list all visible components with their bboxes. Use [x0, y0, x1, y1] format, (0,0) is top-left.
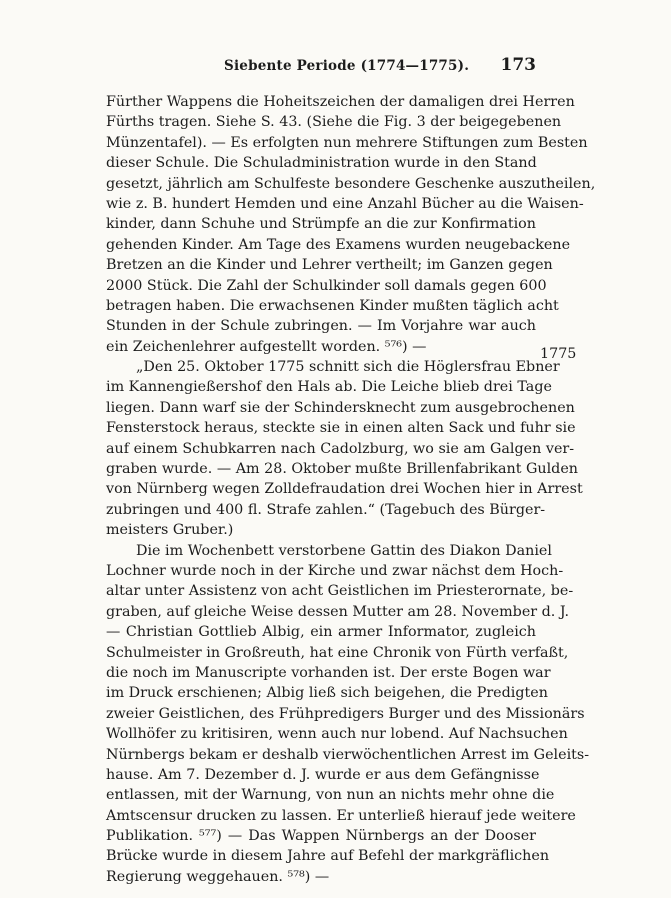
text-line: graben wurde. — Am 28. Oktober mußte Brillenfabrikant Gulden: [106, 461, 579, 478]
text-line: Amtscensur drucken zu lassen. Er unterließ hierauf jede weitere: [106, 807, 576, 824]
paragraph: [106, 357, 583, 541]
text-line: im Kannengießershof den Hals ab. Die Leiche blieb drei Tage: [106, 379, 552, 396]
text-line: von Nürnberg wegen Zolldefraudation drei Wochen hier in Arrest: [106, 481, 583, 498]
text-line: auf einem Schubkarren nach Cadolzburg, wo sie am Galgen ver-: [106, 440, 575, 457]
text-line: zweier Geistlichen, des Frühpredigers Burger und des Missionärs: [106, 705, 585, 722]
text-line: Die im Wochenbett verstorbene Gattin des Diakon Daniel: [136, 542, 552, 559]
text-line: Stunden in der Schule zubringen. — Im Vorjahre war auch: [106, 318, 536, 335]
text-line: liegen. Dann warf sie der Schinderskneсht zum ausgebrochenen: [106, 399, 575, 416]
text-line: Fürths tragen. Siehe S. 43. (Siehe die Fig. 3 der beigegebenen: [106, 114, 562, 131]
text-line: — Christian Gottlieb Albig, ein armer Informator, zugleich: [106, 624, 536, 641]
text-line: Regierung weggehauen. ⁵⁷⁸) —: [106, 868, 330, 885]
text-line: Fürther Wappens die Hoheitszeichen der damaligen drei Herren: [106, 94, 575, 110]
text-line: gesetzt, jährlich am Schulfeste besondere Geschenke auszutheilen,: [106, 175, 596, 192]
text-line: meisters Gruber.): [106, 522, 234, 539]
text-line: Wollhöfer zu kritisiren, wenn auch nur lobend. Auf Nachsuchen: [106, 726, 568, 743]
text-line: altar unter Assistenz von acht Geistlichen im Priesterornate, be-: [106, 583, 574, 600]
text-line: Schulmeister in Großreuth, hat eine Chronik von Fürth verfaßt,: [106, 644, 569, 661]
text-line: 2000 Stück. Die Zahl der Schulkinder soll damals gegen 600: [106, 277, 547, 294]
text-line: wie z. B. hundert Hemden und eine Anzahl Bücher au die Waisen-: [106, 195, 584, 212]
text-line: im Druck erschienen; Albig ließ sich beigehen, die Predigten: [106, 685, 548, 702]
text-line: gehenden Kinder. Am Tage des Examens wurden neugebackene: [106, 236, 571, 253]
text-line: hause. Am 7. Dezember d. J. wurde er aus dem Gefängnisse: [106, 766, 540, 783]
text-line: entlassen, mit der Warnung, von nun an nichts mehr ohne die: [106, 787, 555, 804]
body-text: [106, 92, 596, 887]
text-line: zubringen und 400 fl. Strafe zahlen.“ (Tagebuch des Bürger-: [106, 501, 546, 518]
text-line: Publikation. ⁵⁷⁷) — Das Wappen Nürnbergs an der Dooser: [106, 828, 536, 845]
page-number: 173: [500, 55, 536, 75]
running-head-title: Siebente Periode (1774—1775).: [224, 58, 470, 74]
text-line: die noch im Manuscripte vorhanden ist. Der erste Bogen war: [106, 664, 551, 681]
text-line: Bretzen an die Kinder und Lehrer vertheilt; im Ganzen gegen: [106, 257, 553, 274]
text-line: graben, auf gleiche Weise dessen Mutter am 28. November d. J.: [106, 603, 570, 620]
text-line: „Den 25. Oktober 1775 schnitt sich die Höglersfrau Ebner: [136, 359, 560, 376]
margin-year-note: 1775: [540, 346, 577, 362]
text-line: kinder, dann Schuhe und Strümpfe an die zur Konfirmation: [106, 216, 536, 233]
text-line: dieser Schule. Die Schuladministration wurde in den Stand: [106, 155, 537, 172]
running-head: [106, 56, 536, 80]
text-line: Münzentafel). — Es erfolgten nun mehrere Stiftungen zum Besten: [106, 134, 588, 151]
text-line: ein Zeichenlehrer aufgestellt worden. ⁵⁷⁶) —: [106, 338, 427, 355]
paragraph: [106, 541, 590, 888]
text-line: Nürnbergs bekam er deshalb vierwöchentlichen Arrest im Geleits-: [106, 746, 590, 763]
text-line: betragen haben. Die erwachsenen Kinder mußten täglich acht: [106, 297, 559, 314]
text-line: Lochner wurde noch in der Kirche und zwar nächst dem Hoch-: [106, 562, 564, 579]
text-line: Fensterstock heraus, steckte sie in einen alten Sack und fuhr sie: [106, 420, 576, 437]
text-line: Brücke wurde in diesem Jahre auf Befehl der markgräflichen: [106, 848, 550, 865]
